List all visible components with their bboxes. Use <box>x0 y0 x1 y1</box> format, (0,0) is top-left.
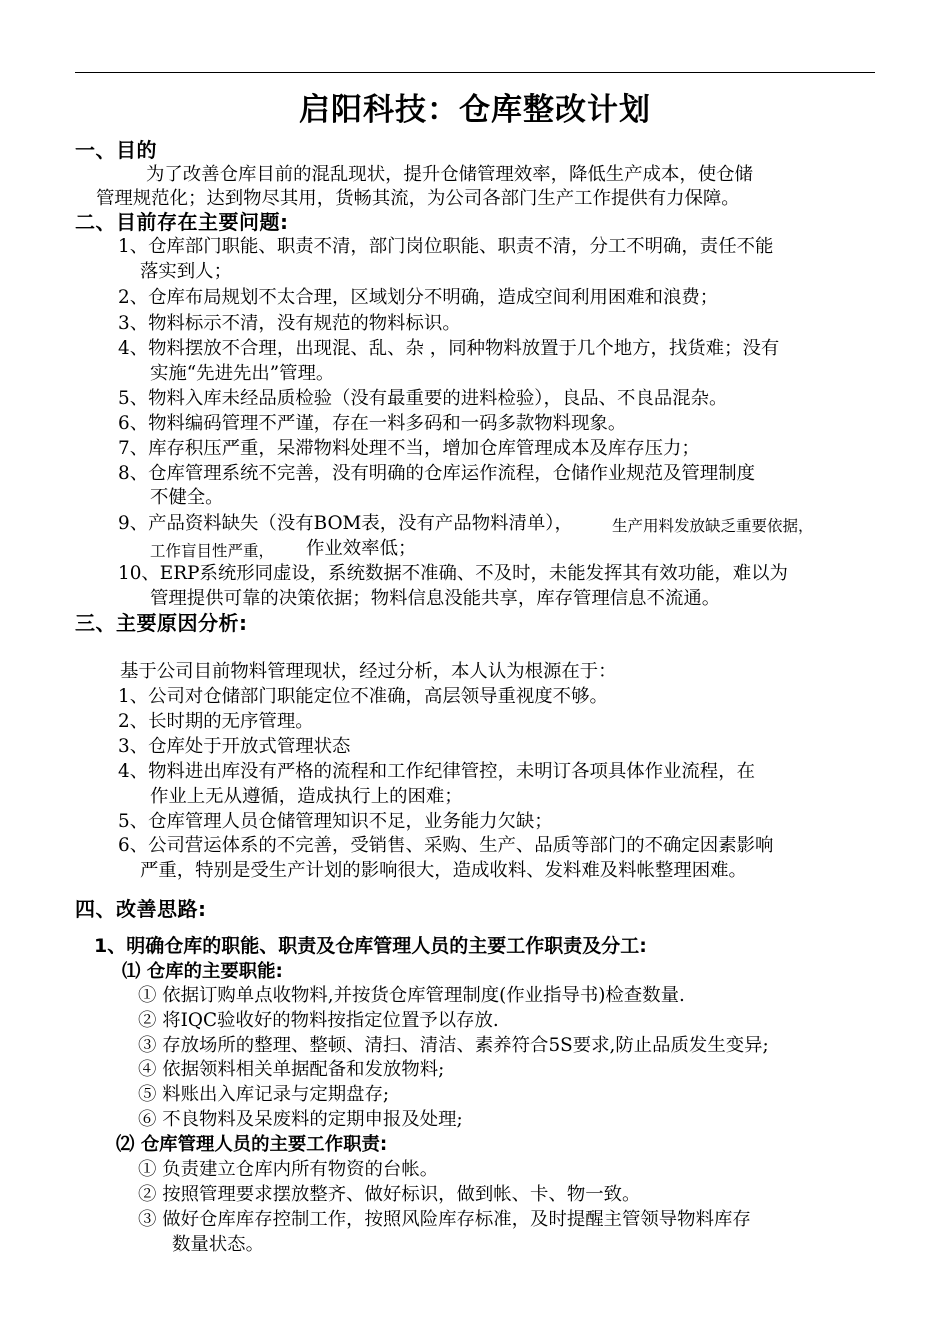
cause-line: 1、公司对仓储部门职能定位不准确，高层领导重视度不够。 <box>118 686 608 707</box>
cause-line: 严重，特别是受生产计划的影响很大，造成收料、发料难及料帐整理困难。 <box>140 860 747 881</box>
problem-line: 3、物料标示不清，没有规范的物料标识。 <box>118 313 461 334</box>
problem-line-small: 生产用料发放缺乏重要依据， <box>612 517 814 535</box>
part1-item: ② 将IQC验收好的物料按指定位置予以存放. <box>138 1010 499 1031</box>
problem-line: 6、物料编码管理不严谨，存在一料多码和一码多款物料现象。 <box>118 413 627 434</box>
problem-line: 10、ERP系统形同虚设，系统数据不准确、不及时，未能发挥其有效功能，难以为 <box>118 563 788 584</box>
part1-item: ⑥ 不良物料及呆废料的定期申报及处理; <box>138 1109 463 1130</box>
problem-line: 1、仓库部门职能、职责不清，部门岗位职能、职责不清，分工不明确，责任不能 <box>118 236 774 257</box>
page-title: 启阳科技：仓库整改计划 <box>299 92 651 128</box>
cause-line: 4、物料进出库没有严格的流程和工作纪律管控，未明订各项具体作业流程，在 <box>118 761 755 782</box>
problem-line: 5、物料入库未经品质检验（没有最重要的进料检验），良品、不良品混杂。 <box>118 388 728 409</box>
cause-line: 基于公司目前物料管理现状，经过分析，本人认为根源在于： <box>120 661 617 682</box>
part1-title: ⑴ 仓库的主要职能: <box>122 961 283 982</box>
section-heading-causes: 三、主要原因分析: <box>75 611 248 635</box>
problem-line: 8、仓库管理系统不完善，没有明确的仓库运作流程，仓储作业规范及管理制度 <box>118 463 755 484</box>
problem-line: 管理提供可靠的决策依据；物料信息没能共享，库存管理信息不流通。 <box>150 588 721 609</box>
cause-line: 作业上无从遵循，造成执行上的困难； <box>150 786 463 807</box>
top-rule <box>75 72 875 73</box>
problem-line-small: 工作盲目性严重， <box>150 542 275 560</box>
section-heading-problems: 二、目前存在主要问题: <box>75 210 289 234</box>
problem-line: 2、仓库布局规划不太合理，区域划分不明确，造成空间利用困难和浪费； <box>118 287 719 308</box>
problem-line: 作业效率低； <box>306 538 417 559</box>
problem-line: 落实到人； <box>140 261 232 282</box>
section-heading-purpose: 一、目的 <box>75 138 157 162</box>
ideas-subheading: 1、明确仓库的职能、职责及仓库管理人员的主要工作职责及分工: <box>94 935 647 957</box>
problem-line: 9、产品资料缺失（没有BOM表，没有产品物料清单）， <box>118 513 573 534</box>
part2-item: ① 负责建立仓库内所有物资的台帐。 <box>138 1159 439 1180</box>
part2-item: ③ 做好仓库库存控制工作，按照风险库存标准，及时提醒主管领导物料库存 <box>138 1209 751 1230</box>
section-heading-ideas: 四、改善思路: <box>75 897 207 921</box>
part2-item: 数量状态。 <box>172 1234 264 1255</box>
part1-item: ④ 依据领料相关单据配备和发放物料; <box>138 1059 445 1080</box>
problem-line: 7、库存积压严重，呆滞物料处理不当，增加仓库管理成本及库存压力； <box>118 438 700 459</box>
cause-line: 3、仓库处于开放式管理状态 <box>118 736 351 757</box>
problem-line: 不健全。 <box>150 487 224 508</box>
cause-line: 6、公司营运体系的不完善，受销售、采购、生产、品质等部门的不确定因素影响 <box>118 835 774 856</box>
part1-item: ③ 存放场所的整理、整顿、清扫、清洁、素养符合5S要求,防止品质发生变异; <box>138 1035 769 1056</box>
part1-item: ① 依据订购单点收物料,并按货仓库管理制度(作业指导书)检查数量. <box>138 985 685 1006</box>
cause-line: 2、长时期的无序管理。 <box>118 711 314 732</box>
cause-line: 5、仓库管理人员仓储管理知识不足，业务能力欠缺； <box>118 811 553 832</box>
part2-title: ⑵ 仓库管理人员的主要工作职责: <box>116 1134 388 1155</box>
purpose-line-2: 管理规范化；达到物尽其用，货畅其流，为公司各部门生产工作提供有力保障。 <box>96 188 740 209</box>
problem-line: 实施“先进先出”管理。 <box>150 363 335 384</box>
purpose-line-1: 为了改善仓库目前的混乱现状，提升仓储管理效率，降低生产成本，使仓储 <box>146 164 753 185</box>
problem-line: 4、物料摆放不合理，出现混、乱、杂 ，同种物料放置于几个地方，找货难；没有 <box>118 338 780 359</box>
part1-item: ⑤ 料账出入库记录与定期盘存; <box>138 1084 390 1105</box>
part2-item: ② 按照管理要求摆放整齐、做好标识，做到帐、卡、物一致。 <box>138 1184 641 1205</box>
